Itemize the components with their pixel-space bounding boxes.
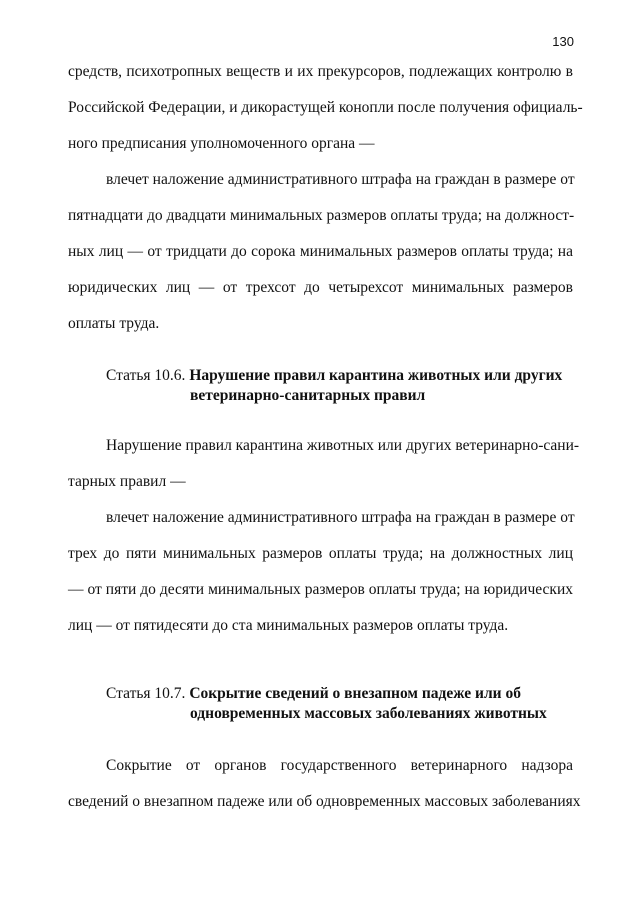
article-title: Нарушение правил карантина животных или других	[189, 367, 563, 384]
text-line: Нарушение правил карантина животных или других ветеринарно-сани-	[106, 437, 580, 454]
article-label: Статья 10.7.	[106, 685, 186, 702]
text-line: трех до пяти минимальных размеров оплаты труда; на должностных лиц	[68, 545, 573, 562]
article-label: Статья 10.6.	[106, 367, 186, 384]
page-number: 130	[552, 34, 574, 49]
article-title: ветеринарно-санитарных правил	[190, 387, 426, 404]
text-line: Сокрытие от органов государственного ветеринарного надзора	[106, 757, 573, 774]
text-line: влечет наложение административного штрафа на граждан в размере от	[106, 509, 575, 526]
article-title: Сокрытие сведений о внезапном падеже или об	[189, 685, 521, 702]
article-heading-continued	[190, 386, 425, 406]
text-line: Российской Федерации, и дикорастущей конопли после получения официаль-	[68, 99, 583, 116]
text-line: юридических лиц — от трехсот до четырехсот минимальных размеров	[68, 279, 573, 296]
text-line: тарных правил —	[68, 473, 186, 490]
article-heading	[106, 684, 521, 704]
text-line: сведений о внезапном падеже или об одновременных массовых заболеваниях	[68, 793, 581, 810]
text-line: — от пяти до десяти минимальных размеров оплаты труда; на юридических	[68, 581, 573, 598]
text-line: влечет наложение административного штрафа на граждан в размере от	[106, 171, 575, 188]
article-title: одновременных массовых заболеваниях животных	[190, 705, 547, 722]
article-heading-continued	[190, 704, 547, 724]
text-line: лиц — от пятидесяти до ста минимальных размеров оплаты труда.	[68, 617, 509, 634]
article-heading	[106, 366, 562, 386]
text-line: средств, психотропных веществ и их прекурсоров, подлежащих контролю в	[68, 63, 573, 80]
text-line: ных лиц — от тридцати до сорока минимальных размеров оплаты труда; на	[68, 243, 573, 260]
text-line: ного предписания уполномоченного органа —	[68, 135, 375, 152]
text-line: оплаты труда.	[68, 315, 160, 332]
text-line: пятнадцати до двадцати минимальных размеров оплаты труда; на должност-	[68, 207, 575, 224]
